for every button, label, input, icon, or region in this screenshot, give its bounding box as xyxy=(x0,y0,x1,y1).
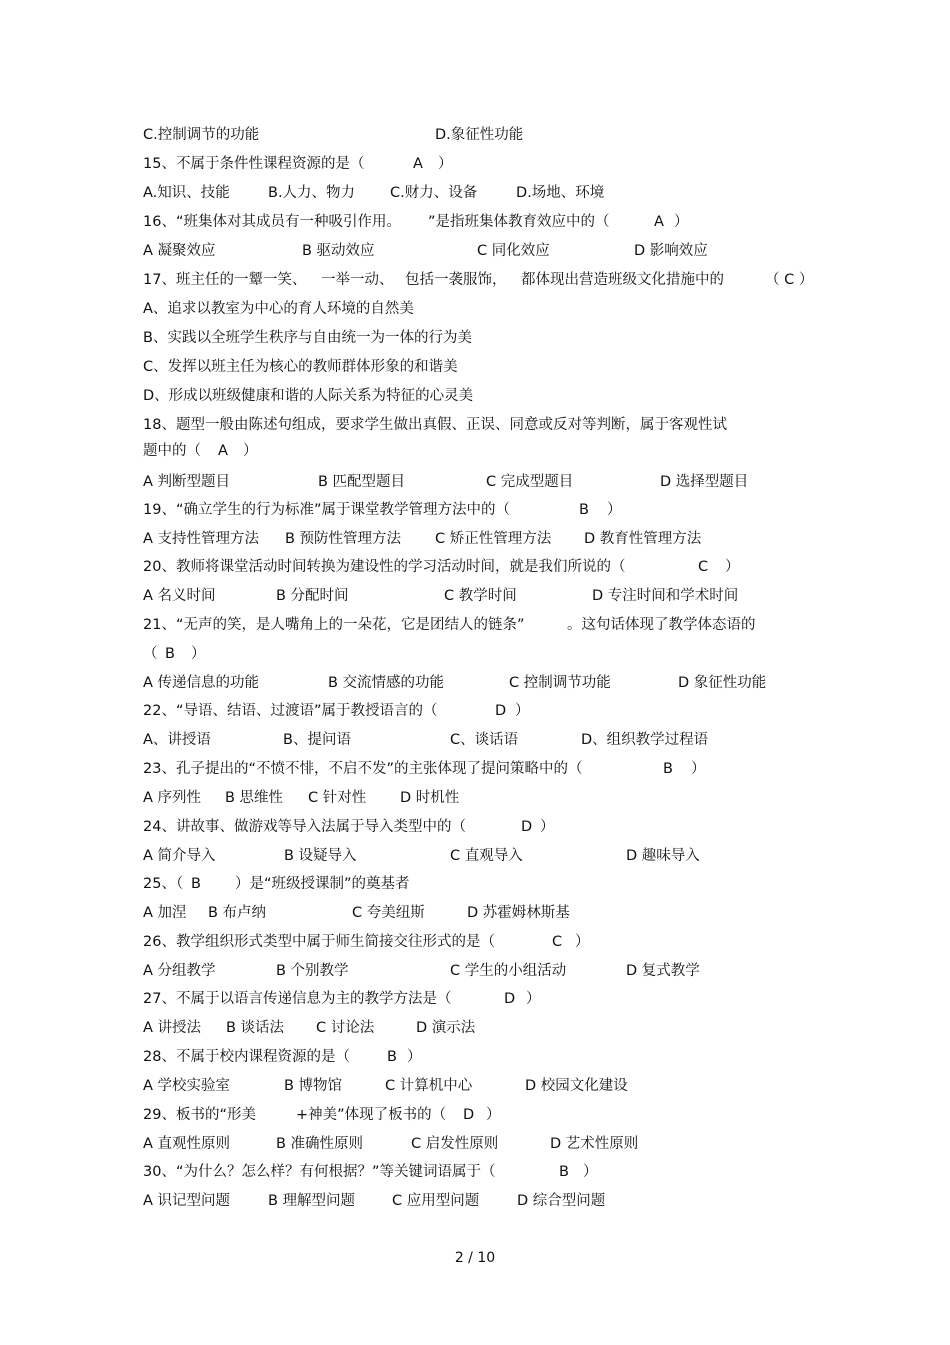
text-segment: 28、不属于校内课程资源的是（ xyxy=(143,1049,350,1065)
text-segment: B、提问语 xyxy=(283,732,351,748)
text-segment: D 选择型题目 xyxy=(660,474,749,490)
text-segment: ） xyxy=(438,156,453,172)
text-segment: A、讲授语 xyxy=(143,732,211,748)
text-segment: 25、（ xyxy=(143,876,184,892)
text-segment: C 完成型题目 xyxy=(486,474,574,490)
text-segment: B 预防性管理方法 xyxy=(285,531,402,547)
text-segment: D xyxy=(521,819,533,835)
text-segment: D.场地、环境 xyxy=(516,185,605,201)
text-segment: A.知识、技能 xyxy=(143,185,230,201)
text-segment: D 专注时间和学术时间 xyxy=(592,588,739,604)
text-segment: C 计算机中心 xyxy=(385,1078,473,1094)
text-segment: B xyxy=(579,502,589,518)
text-segment: A xyxy=(654,214,664,230)
text-segment: B xyxy=(191,876,201,892)
text-segment: B 思维性 xyxy=(225,790,284,806)
text-segment: A 直观性原则 xyxy=(143,1136,231,1152)
text-segment: C 夸美纽斯 xyxy=(352,905,425,921)
text-segment: A 加涅 xyxy=(143,905,187,921)
text-segment: C 应用型问题 xyxy=(392,1193,480,1209)
text-segment: A 识记型问题 xyxy=(143,1193,231,1209)
text-segment: B 设疑导入 xyxy=(284,848,357,864)
text-segment: B 交流情感的功能 xyxy=(328,675,445,691)
text-segment: A 序列性 xyxy=(143,790,202,806)
text-segment: ） xyxy=(526,991,541,1007)
text-segment: ） xyxy=(583,1164,598,1180)
text-segment: 一举一动、 xyxy=(321,272,394,288)
text-segment: A 凝聚效应 xyxy=(143,243,216,259)
text-segment: C 教学时间 xyxy=(444,588,517,604)
text-segment: ） xyxy=(725,559,740,575)
text-segment: D 教育性管理方法 xyxy=(584,531,702,547)
text-segment: A xyxy=(413,156,423,172)
text-segment: 包括一袭服饰， xyxy=(405,272,507,288)
text-segment: B xyxy=(387,1049,397,1065)
text-segment: 22、“导语、结语、过渡语”属于教授语言的（ xyxy=(143,703,438,719)
text-segment: ） xyxy=(674,214,689,230)
text-segment: A 判断型题目 xyxy=(143,474,231,490)
text-segment: C xyxy=(698,559,709,575)
text-segment: B 驱动效应 xyxy=(302,243,375,259)
text-segment: C 针对性 xyxy=(308,790,367,806)
text-segment: D 苏霍姆林斯基 xyxy=(467,905,570,921)
text-segment: B、实践以全班学生秩序与自由统一为一体的行为美 xyxy=(143,330,472,346)
text-segment: C 讨论法 xyxy=(316,1020,375,1036)
text-segment: C.控制调节的功能 xyxy=(143,127,260,143)
text-segment: （ C ） xyxy=(765,272,814,288)
text-segment: ） xyxy=(540,819,555,835)
text-segment: D xyxy=(495,703,507,719)
text-segment: A 名义时间 xyxy=(143,588,216,604)
text-segment: B 博物馆 xyxy=(284,1078,343,1094)
text-segment: ）是“班级授课制”的奠基者 xyxy=(235,876,410,892)
text-segment: 都体现出营造班级文化措施中的 xyxy=(521,272,724,288)
text-segment: B 分配时间 xyxy=(276,588,349,604)
text-segment: B 匹配型题目 xyxy=(318,474,406,490)
text-segment: 21、“无声的笑，是人嘴角上的一朵花，它是团结人的链条” xyxy=(143,617,525,633)
text-segment: C 控制调节功能 xyxy=(509,675,611,691)
text-segment: D 时机性 xyxy=(400,790,460,806)
text-segment: D 艺术性原则 xyxy=(550,1136,639,1152)
text-segment: ） xyxy=(575,934,590,950)
text-segment: 23、孔子提出的“不愤不悱，不启不发”的主张体现了提问策略中的（ xyxy=(143,761,583,777)
text-segment: 17、班主任的一颦一笑、 xyxy=(143,272,307,288)
text-segment: D 象征性功能 xyxy=(678,675,767,691)
text-segment: （ xyxy=(143,646,158,662)
text-segment: 19、“确立学生的行为标准”属于课堂教学管理方法中的（ xyxy=(143,502,510,518)
text-segment: 15、不属于条件性课程资源的是（ xyxy=(143,156,365,172)
text-segment: D 演示法 xyxy=(416,1020,476,1036)
text-segment: D.象征性功能 xyxy=(435,127,524,143)
text-segment: 16、“班集体对其成员有一种吸引作用。 xyxy=(143,214,401,230)
text-segment: D 校园文化建设 xyxy=(525,1078,628,1094)
text-segment: B 个别教学 xyxy=(276,963,349,979)
text-segment: D 复式教学 xyxy=(626,963,700,979)
text-segment: D xyxy=(504,991,516,1007)
text-segment: A 简介导入 xyxy=(143,848,216,864)
text-segment: A 讲授法 xyxy=(143,1020,202,1036)
text-segment: D 趣味导入 xyxy=(626,848,700,864)
text-segment: B xyxy=(663,761,673,777)
text-segment: +神美”体现了板书的（ xyxy=(296,1107,447,1123)
text-segment: ） xyxy=(486,1107,501,1123)
text-segment: 30、“为什么？怎么样？有何根据？”等关键词语属于（ xyxy=(143,1164,496,1180)
page-number: 2 / 10 xyxy=(454,1250,496,1266)
text-segment: ”是指班集体教育效应中的（ xyxy=(428,214,610,230)
text-segment: D、组织教学过程语 xyxy=(581,732,709,748)
text-segment: A 分组教学 xyxy=(143,963,216,979)
text-segment: 27、不属于以语言传递信息为主的教学方法是（ xyxy=(143,991,452,1007)
text-segment: B 布卢纳 xyxy=(208,905,267,921)
text-segment: B.人力、物力 xyxy=(268,185,356,201)
text-segment: C 同化效应 xyxy=(477,243,550,259)
text-segment: 题中的（ xyxy=(143,443,201,459)
text-segment: D 影响效应 xyxy=(634,243,708,259)
text-segment: D 综合型问题 xyxy=(517,1193,606,1209)
text-segment: 26、教学组织形式类型中属于师生简接交往形式的是（ xyxy=(143,934,495,950)
text-segment: B 准确性原则 xyxy=(276,1136,364,1152)
text-segment: ） xyxy=(191,646,206,662)
text-segment: C、谈话语 xyxy=(450,732,519,748)
text-segment: B xyxy=(559,1164,569,1180)
text-segment: D、形成以班级健康和谐的人际关系为特征的心灵美 xyxy=(143,388,474,404)
text-segment: B 理解型问题 xyxy=(268,1193,356,1209)
text-segment: B 谈话法 xyxy=(226,1020,285,1036)
text-segment: C 启发性原则 xyxy=(411,1136,499,1152)
text-segment: C 学生的小组活动 xyxy=(450,963,567,979)
text-segment: A 传递信息的功能 xyxy=(143,675,260,691)
text-segment: C、发挥以班主任为核心的教师群体形象的和谐美 xyxy=(143,359,458,375)
text-segment: C.财力、设备 xyxy=(390,185,478,201)
text-segment: C 直观导入 xyxy=(450,848,523,864)
text-segment: 。这句话体现了教学体态语的 xyxy=(567,617,756,633)
text-segment: ） xyxy=(407,1049,422,1065)
text-segment: ） xyxy=(607,502,622,518)
text-segment: C 矫正性管理方法 xyxy=(435,531,552,547)
text-segment: B xyxy=(165,646,175,662)
text-segment: 29、板书的“形美 xyxy=(143,1107,256,1123)
text-segment: ） xyxy=(243,443,258,459)
text-segment: 20、教师将课堂活动时间转换为建设性的学习活动时间，就是我们所说的（ xyxy=(143,559,626,575)
text-segment: A、追求以教室为中心的育人环境的自然美 xyxy=(143,301,414,317)
text-segment: 18、题型一般由陈述句组成，要求学生做出真假、正误、同意或反对等判断，属于客观性试 xyxy=(143,417,727,433)
text-segment: C xyxy=(552,934,563,950)
text-segment: D xyxy=(463,1107,475,1123)
text-segment: A 支持性管理方法 xyxy=(143,531,260,547)
text-segment: 24、讲故事、做游戏等导入法属于导入类型中的（ xyxy=(143,819,466,835)
text-segment: A 学校实验室 xyxy=(143,1078,231,1094)
text-segment: A xyxy=(218,443,228,459)
text-segment: ） xyxy=(515,703,530,719)
text-segment: ） xyxy=(691,761,706,777)
